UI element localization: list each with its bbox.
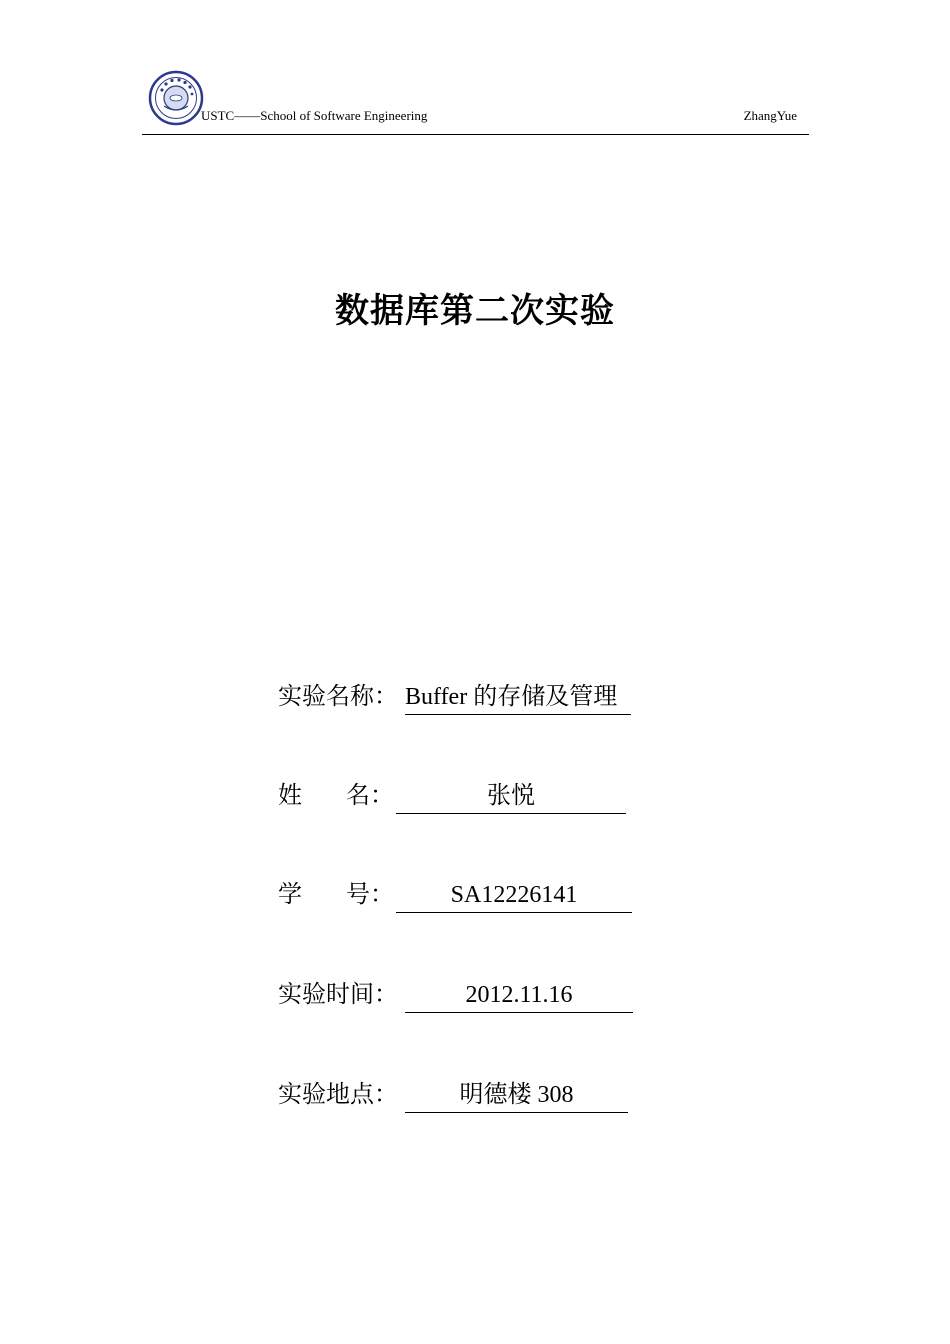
document-title: 数据库第二次实验 <box>335 291 615 331</box>
student-id-label-a: 学 <box>278 882 302 908</box>
student-name-label-a: 姓 <box>278 783 302 809</box>
header-rule <box>142 134 809 135</box>
student-name-label <box>278 779 394 813</box>
student-id-label-b: 号： <box>346 882 394 908</box>
university-seal-logo <box>148 70 204 126</box>
experiment-name-text: Buffer 的存储及管理 <box>405 684 618 710</box>
experiment-date-text: 2012.11.16 <box>465 982 573 1008</box>
experiment-name-value <box>405 680 631 715</box>
experiment-location-label: 实验地点： <box>278 1082 398 1108</box>
student-id-value <box>396 878 632 913</box>
page-header <box>142 66 809 136</box>
experiment-date-value <box>405 978 633 1013</box>
experiment-location-text: 明德楼 308 <box>459 1082 574 1108</box>
experiment-date-label: 实验时间： <box>278 982 398 1008</box>
experiment-name-label: 实验名称： <box>278 684 398 710</box>
experiment-location-value <box>405 1078 628 1113</box>
student-name-label-b: 名： <box>346 783 394 809</box>
student-name-text: 张悦 <box>487 783 535 809</box>
student-id-text: SA12226141 <box>450 882 578 908</box>
header-school-text: USTC——School of Software Engineering <box>201 108 428 123</box>
student-id-label <box>278 878 394 912</box>
student-name-value <box>396 779 626 814</box>
header-author-text: ZhangYue <box>743 108 797 123</box>
